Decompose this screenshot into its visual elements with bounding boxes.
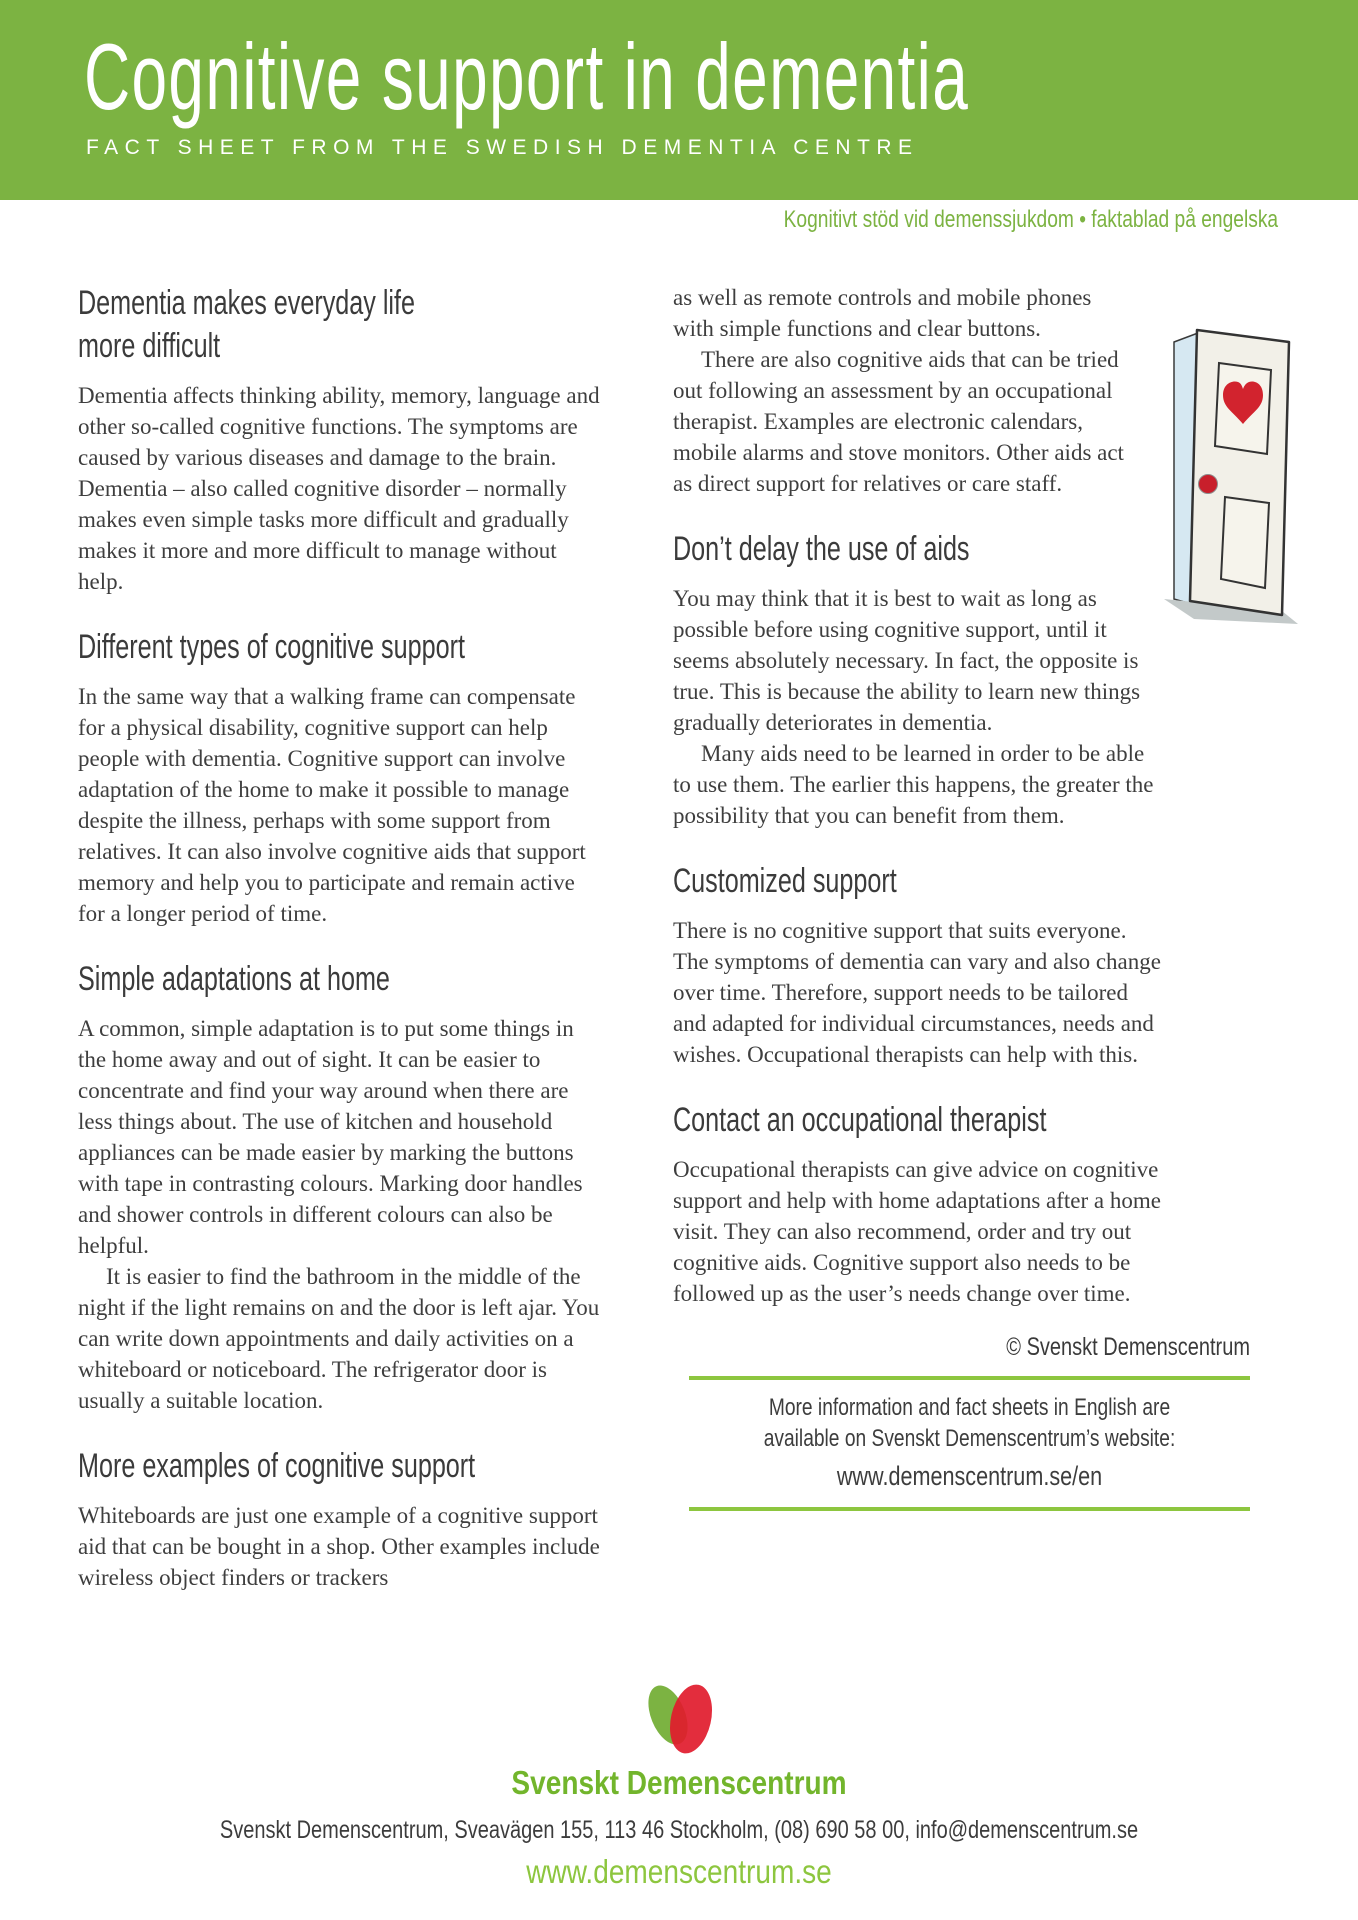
body-paragraph: A common, simple adaptation is to put some things in the home away and out of sight. It can be easier to concentrate and find your way around when there are less things about. The use of kitchen and household appliances can be made easier by marking the buttons with tape in contrasting colours. Marking door handles and shower controls in different colours can also be helpful. <box>78 1016 583 1258</box>
section-heading: More examples of cognitive support <box>78 1447 476 1485</box>
body-paragraph: Whiteboards are just one example of a cognitive support aid that can be bought in a shop. Other examples include wireless object finders or trackers <box>78 1503 600 1590</box>
info-box-url: www.demenscentrum.se/en <box>836 1461 1103 1491</box>
body-paragraph: There is no cognitive support that suits everyone. The symptoms of dementia can vary and also change over time. Therefore, support needs to be tailored and adapted for individual circumstances, needs and wishes. Occupational therapists can help with this. <box>673 918 1161 1067</box>
section-simple-adaptations <box>78 958 603 1416</box>
header-banner <box>0 0 1358 200</box>
section-heading: Contact an occupational therapist <box>673 1101 1047 1139</box>
section-customized-support <box>673 860 1250 1070</box>
door-heart-illustration <box>1136 318 1358 635</box>
footer-address: Svenskt Demenscentrum, Sveavägen 155, 113 46 Stockholm, (08) 690 58 00, info@demenscentrum.se <box>219 1816 1139 1844</box>
section-more-examples <box>78 1445 603 1593</box>
page-subtitle: FACT SHEET FROM THE SWEDISH DEMENTIA CENTRE <box>86 136 919 159</box>
section-heading: Simple adaptations at home <box>78 960 390 998</box>
left-column <box>78 282 603 1593</box>
content-columns <box>78 282 1250 1593</box>
body-paragraph: It is easier to find the bathroom in the middle of the night if the light remains on and the door is left ajar. You can write down appointments and daily activities on a whiteboard or noticeboard. The refrigerator door is usually a suitable location. <box>78 1264 600 1413</box>
info-box <box>689 1376 1250 1511</box>
section-dementia-everyday-life <box>78 282 603 597</box>
section-heading: Different types of cognitive support <box>78 628 465 666</box>
footer <box>0 1680 1358 1891</box>
section-heading: Don’t delay the use of aids <box>673 530 970 568</box>
section-heading: Customized support <box>673 862 897 900</box>
body-paragraph: Dementia affects thinking ability, memory, language and other so-called cognitive functions. The symptoms are caused by various diseases and damage to the brain. Dementia – also called cognitive disorder – normally makes even simple tasks more difficult and gradually makes it more and more difficult to manage without help. <box>78 383 600 594</box>
body-paragraph: You may think that it is best to wait as long as possible before using cognitive support, until it seems absolutely necessary. In fact, the opposite is true. This is because the ability to learn new things gradually deteriorates in dementia. <box>673 586 1141 735</box>
footer-website: www.demenscentrum.se <box>526 1853 832 1890</box>
footer-logo-text: Svenskt Demenscentrum <box>511 1764 847 1801</box>
body-paragraph: There are also cognitive aids that can be tried out following an assessment by an occupational therapist. Examples are electronic calendars, mobile alarms and stove monitors. Other aids act as direct support for relatives or care staff. <box>673 347 1124 496</box>
page-title: Cognitive support in dementia <box>84 24 970 129</box>
body-paragraph: Many aids need to be learned in order to be able to use them. The earlier this happens, the greater the possibility that you can benefit from them. <box>673 741 1154 828</box>
section-heading: Dementia makes everyday life more difficult <box>78 284 416 365</box>
body-paragraph: as well as remote controls and mobile phones with simple functions and clear buttons. <box>673 285 1092 341</box>
copyright-line: © Svenskt Demenscentrum <box>1006 1333 1250 1361</box>
heart-logo <box>636 1680 722 1758</box>
language-tagline: Kognitivt stöd vid demenssjukdom • faktablad på engelska <box>783 206 1278 233</box>
section-contact-therapist <box>673 1099 1250 1309</box>
section-types-of-support <box>78 626 603 929</box>
door-heart-icon <box>1136 318 1358 630</box>
info-box-text: More information and fact sheets in English are available on Svenskt Demenscentrum’s website: <box>763 1394 1176 1452</box>
body-paragraph: Occupational therapists can give advice on cognitive support and help with home adaptations after a home visit. They can also recommend, order and try out cognitive aids. Cognitive support also needs to be followed up as the user’s needs change over time. <box>673 1157 1161 1306</box>
body-paragraph: In the same way that a walking frame can compensate for a physical disability, cognitive support can help people with dementia. Cognitive support can involve adaptation of the home to make it possible to manage despite the illness, perhaps with some support from relatives. It can also involve cognitive aids that support memory and help you to participate and remain active for a longer period of time. <box>78 684 586 926</box>
